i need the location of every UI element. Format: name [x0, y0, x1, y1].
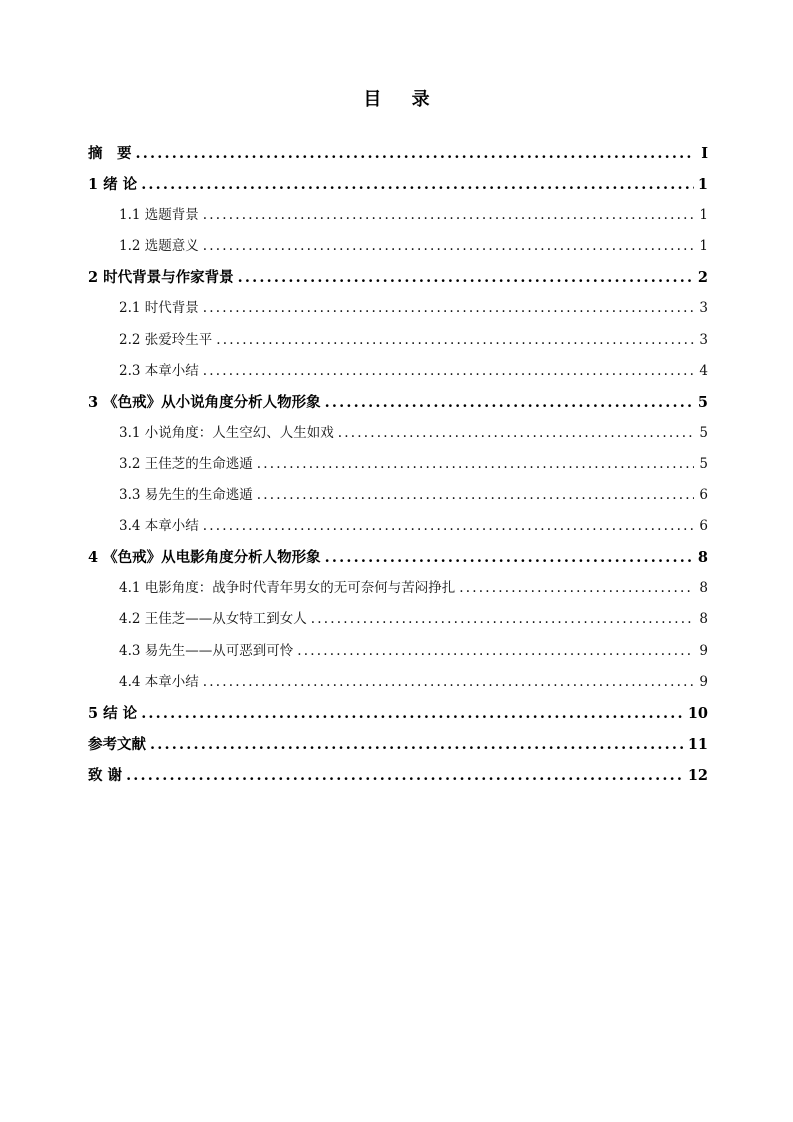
toc-entry-label: 参考文献: [88, 735, 146, 753]
toc-entry-page: 10: [687, 704, 708, 722]
toc-entry-chapter-5[interactable]: [88, 698, 708, 729]
toc-entry-label: 2 时代背景与作家背景: [88, 269, 234, 287]
toc-entry-section-4-3[interactable]: [88, 636, 708, 667]
toc-entry-page: 11: [687, 735, 708, 753]
toc-leader-dots: [325, 542, 694, 573]
toc-entry-chapter-3[interactable]: [88, 387, 708, 418]
toc-entry-label: 1.1 选题背景: [119, 207, 199, 224]
toc-entry-chapter-2[interactable]: [88, 262, 708, 293]
toc-leader-dots: [325, 387, 694, 418]
toc-entry-label: 2.1 时代背景: [119, 300, 199, 317]
toc-entry-page: 8: [697, 549, 708, 567]
toc-entry-section-4-1[interactable]: [88, 573, 708, 604]
toc-leader-dots: [257, 449, 694, 480]
toc-entry-section-1-1[interactable]: [88, 200, 708, 231]
toc-leader-dots: [141, 169, 694, 200]
toc-leader-dots: [126, 760, 684, 791]
toc-leader-dots: [150, 729, 684, 760]
toc-entry-label: 4.4 本章小结: [119, 673, 199, 690]
toc-entry-section-3-4[interactable]: [88, 511, 708, 542]
toc-entry-section-4-4[interactable]: [88, 667, 708, 698]
toc-entry-page: 6: [699, 487, 708, 504]
toc-entry-section-3-3[interactable]: [88, 480, 708, 511]
toc-entry-page: 5: [699, 455, 708, 472]
toc-entry-label: 1 绪 论: [88, 176, 138, 194]
page-title: 目 录: [363, 89, 442, 110]
toc-entry-section-2-3[interactable]: [88, 356, 708, 387]
toc-entry-page: 5: [697, 393, 708, 411]
toc-entry-label: 3.1 小说角度：人生空幻、人生如戏: [119, 424, 334, 441]
table-of-contents: [88, 138, 708, 791]
toc-entry-page: 12: [687, 766, 708, 784]
toc-entry-section-2-2[interactable]: [88, 325, 708, 356]
toc-entry-page: 1: [699, 238, 708, 255]
toc-entry-page: 3: [699, 331, 708, 348]
toc-entry-section-1-2[interactable]: [88, 231, 708, 262]
toc-entry-label: 2.3 本章小结: [119, 362, 199, 379]
toc-entry-page: 1: [697, 176, 708, 194]
toc-entry-label: 4.1 电影角度：战争时代青年男女的无可奈何与苦闷挣扎: [119, 580, 456, 597]
toc-entry-page: 9: [699, 673, 708, 690]
toc-entry-page: 9: [699, 642, 708, 659]
toc-leader-dots: [203, 511, 694, 542]
toc-leader-dots: [203, 667, 694, 698]
toc-entry-label: 摘 要: [88, 145, 132, 162]
toc-entry-page: 5: [699, 424, 708, 441]
toc-leader-dots: [257, 480, 694, 511]
toc-entry-section-3-1[interactable]: [88, 418, 708, 449]
toc-entry-label: 4.2 王佳芝——从女特工到女人: [119, 611, 307, 628]
toc-leader-dots: [203, 200, 694, 231]
toc-leader-dots: [141, 698, 684, 729]
toc-entry-label: 3 《色戒》从小说角度分析人物形象: [88, 393, 321, 411]
toc-entry-label: 5 结 论: [88, 704, 138, 722]
toc-leader-dots: [203, 356, 694, 387]
toc-entry-label: 致 谢: [88, 766, 123, 784]
toc-entry-label: 4 《色戒》从电影角度分析人物形象: [88, 549, 321, 567]
toc-entry-chapter-4[interactable]: [88, 542, 708, 573]
toc-entry-references[interactable]: [88, 729, 708, 760]
toc-leader-dots: [136, 138, 695, 169]
toc-entry-label: 3.2 王佳芝的生命逃遁: [119, 455, 253, 472]
toc-leader-dots: [338, 418, 694, 449]
toc-entry-section-4-2[interactable]: [88, 604, 708, 635]
toc-entry-page: 1: [699, 207, 708, 224]
toc-entry-acknowledgements[interactable]: [88, 760, 708, 791]
toc-leader-dots: [459, 573, 694, 604]
toc-leader-dots: [311, 604, 694, 635]
toc-entry-abstract[interactable]: [88, 138, 708, 169]
toc-entry-label: 3.3 易先生的生命逃遁: [119, 487, 253, 504]
toc-entry-page: 4: [699, 362, 708, 379]
toc-entry-page: 6: [699, 518, 708, 535]
toc-leader-dots: [297, 636, 694, 667]
toc-entry-page: 8: [699, 611, 708, 628]
toc-entry-section-3-2[interactable]: [88, 449, 708, 480]
toc-entry-page: 3: [699, 300, 708, 317]
toc-entry-page: 2: [697, 269, 708, 287]
toc-entry-label: 1.2 选题意义: [119, 238, 199, 255]
toc-leader-dots: [238, 262, 694, 293]
toc-entry-section-2-1[interactable]: [88, 293, 708, 324]
toc-entry-label: 2.2 张爱玲生平: [119, 331, 213, 348]
toc-entry-label: 3.4 本章小结: [119, 518, 199, 535]
toc-leader-dots: [216, 325, 694, 356]
toc-leader-dots: [203, 293, 694, 324]
toc-leader-dots: [203, 231, 694, 262]
toc-entry-page: I: [701, 145, 708, 162]
toc-entry-chapter-1[interactable]: [88, 169, 708, 200]
toc-entry-label: 4.3 易先生——从可恶到可怜: [119, 642, 294, 659]
toc-entry-page: 8: [699, 580, 708, 597]
